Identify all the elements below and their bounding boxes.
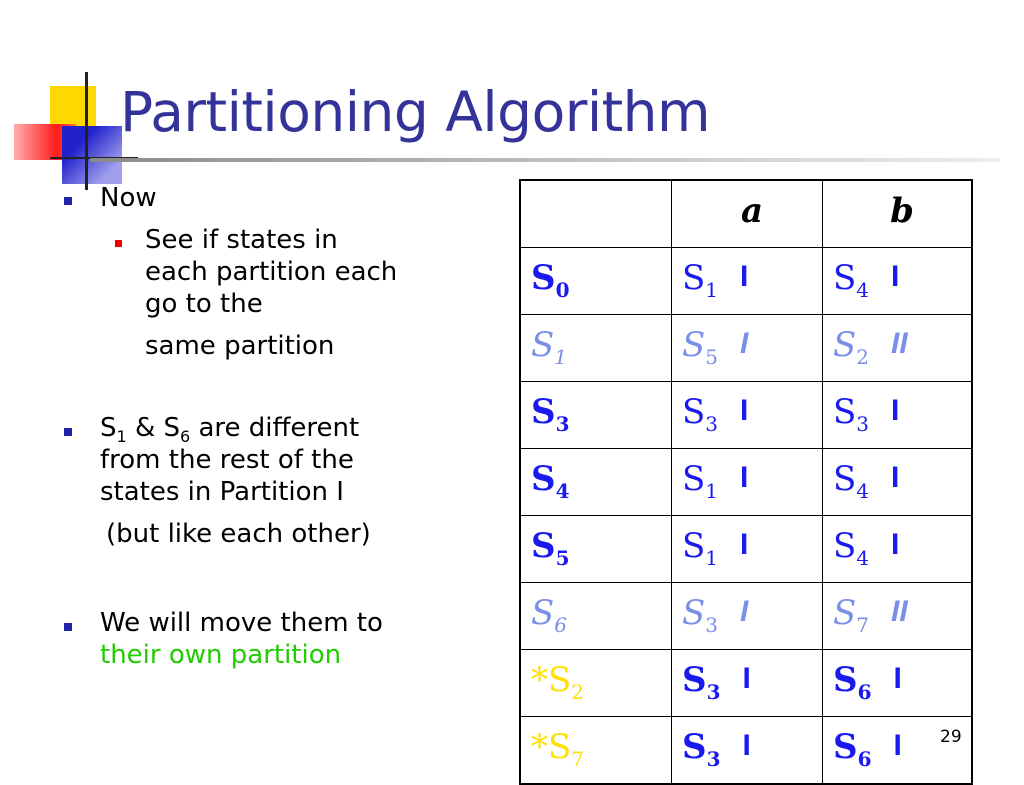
bullet-line: (but like each other) [106, 519, 371, 549]
state-cell: $S_1$ [520, 315, 672, 382]
state-cell: $S_0$ [520, 248, 672, 315]
transition-b-cell: $S_6$ I [823, 650, 973, 717]
transition-b-cell: $S_4$ I [823, 516, 973, 583]
state-cell: $S_3$ [520, 382, 672, 449]
bullet-move: We will move them to [100, 608, 383, 638]
sub-bullet-line: same partition [145, 331, 335, 361]
table-header-row [520, 180, 972, 248]
ampersand-s6: & S [134, 413, 181, 443]
transition-table [519, 179, 973, 785]
transition-a-cell: $S_3$ I [672, 717, 823, 785]
title-underline [90, 158, 1000, 162]
table-row [520, 650, 972, 717]
transition-b-cell: $S_6$ I [823, 717, 973, 785]
transition-a-cell: $S_3$ I [672, 650, 823, 717]
state-cell: $*S_2$ [520, 650, 672, 717]
transition-a-cell: $S_1$ I [672, 248, 823, 315]
logo-vertical-line [85, 72, 88, 190]
table-row [520, 583, 972, 650]
state-cell: $*S_7$ [520, 717, 672, 785]
transition-b-cell: $S_2$ II [823, 315, 973, 382]
transition-a-cell: $S_3$ I [672, 382, 823, 449]
transition-a-cell: $S_1$ I [672, 516, 823, 583]
slide-number: 29 [940, 727, 962, 747]
bullet-line: states in Partition I [100, 477, 344, 507]
bullet-marker [64, 623, 72, 631]
state-cell: $S_6$ [520, 583, 672, 650]
header-empty [520, 180, 672, 248]
bullet-marker [64, 197, 72, 205]
transition-a-cell: $S_3$ I [672, 583, 823, 650]
sub-bullet-line: each partition each [145, 257, 398, 287]
sub-bullet-marker [115, 240, 122, 247]
bullet-own-partition: their own partition [100, 640, 342, 670]
transition-a-cell: $S_5$ I [672, 315, 823, 382]
header-b: b [823, 180, 973, 248]
state-s1-label: S [100, 413, 117, 443]
table-row [520, 516, 972, 583]
bullet-different: $S_1$ & $S_6$ are different [100, 413, 360, 446]
bullet-line: from the rest of the [100, 445, 354, 475]
transition-b-cell: $S_7$ II [823, 583, 973, 650]
transition-b-cell: $S_4$ I [823, 248, 973, 315]
state-cell: $S_5$ [520, 516, 672, 583]
sub-bullet-line: See if states in [145, 225, 338, 255]
transition-b-cell: $S_4$ I [823, 449, 973, 516]
bullet-now: Now [100, 183, 157, 213]
transition-b-cell: $S_3$ I [823, 382, 973, 449]
state-cell: $S_4$ [520, 449, 672, 516]
sub-bullet-line: go to the [145, 289, 263, 319]
header-a: a [672, 180, 823, 248]
transition-a-cell: $S_1$ I [672, 449, 823, 516]
logo-blue-square [62, 126, 122, 184]
bullet-marker [64, 428, 72, 436]
slide-title: Partitioning Algorithm [120, 80, 711, 144]
table-row [520, 449, 972, 516]
table-row [520, 717, 972, 785]
table-row [520, 248, 972, 315]
table-row [520, 382, 972, 449]
table-row [520, 315, 972, 382]
